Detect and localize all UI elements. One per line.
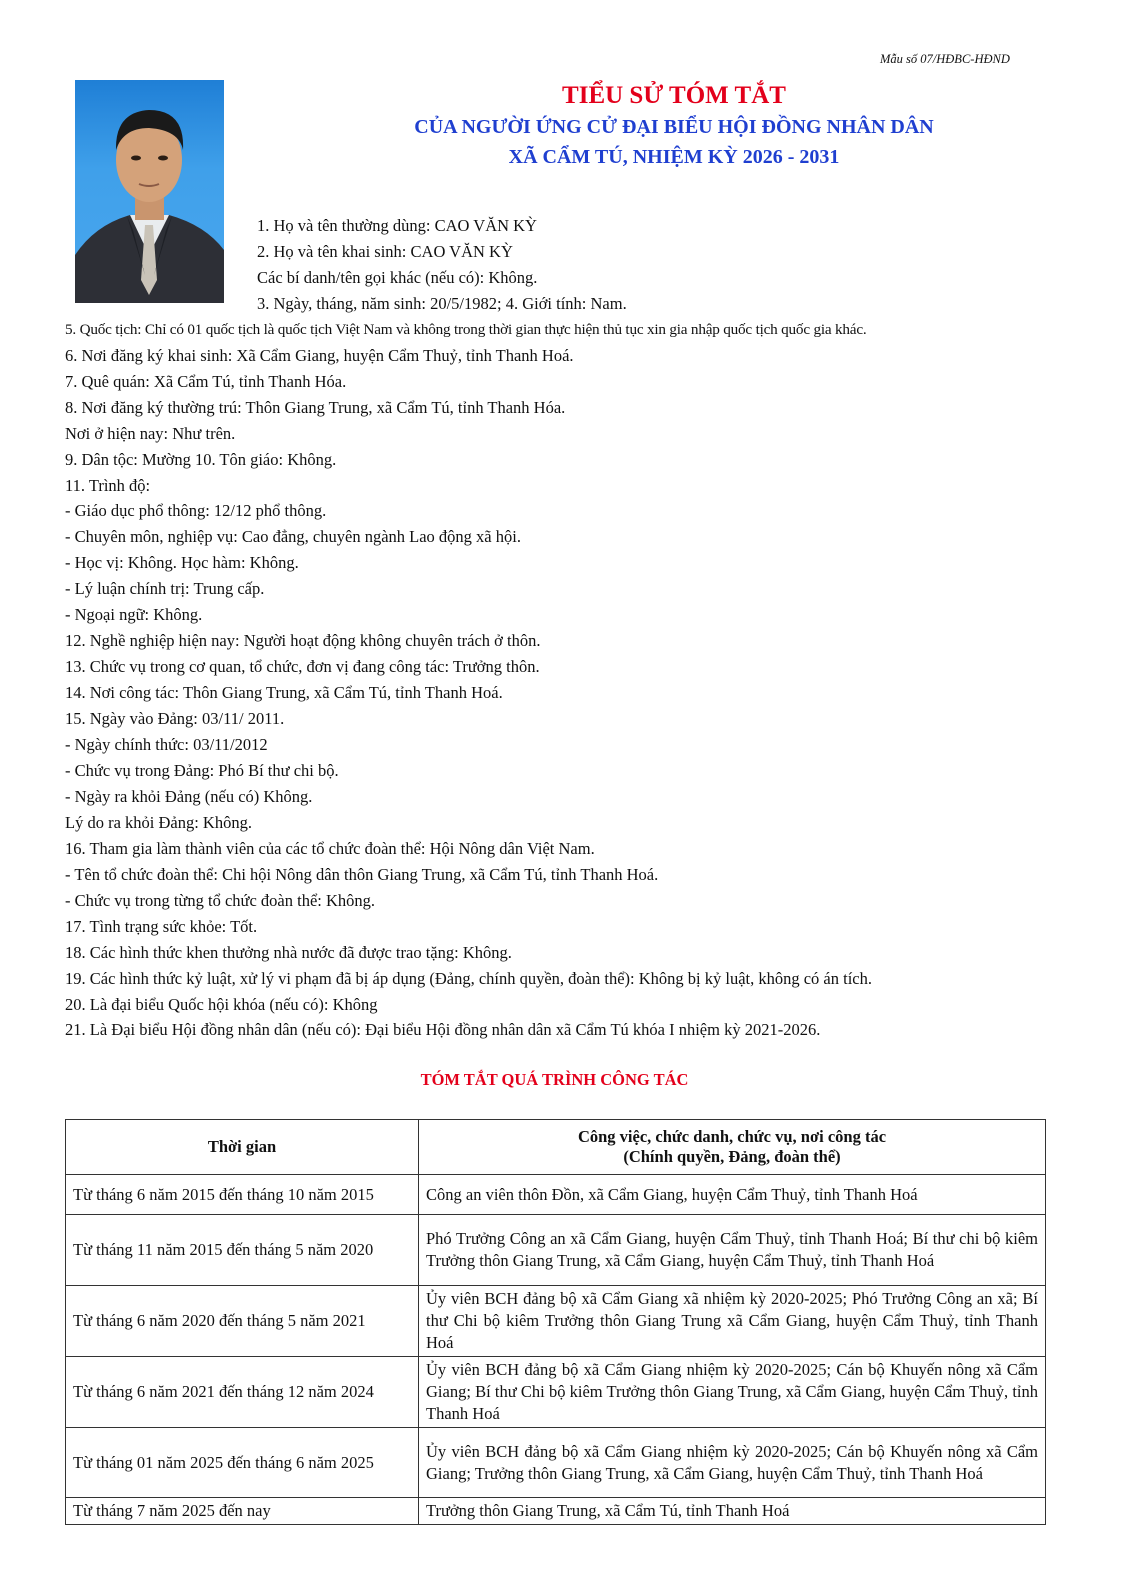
bio-line: - Chức vụ trong từng tổ chức đoàn thể: Không. xyxy=(65,890,376,910)
bio-line: - Tên tổ chức đoàn thể: Chi hội Nông dân thôn Giang Trung, xã Cẩm Tú, tỉnh Thanh Hoá. xyxy=(65,864,659,884)
table-row xyxy=(66,1428,1046,1498)
row-description: Ủy viên BCH đảng bộ xã Cẩm Giang nhiệm kỳ 2020-2025; Cán bộ Khuyến nông xã Cẩm Giang; Bí thư Chi bộ kiêm Trưởng thôn Giang Trung, xã Cẩm Giang, huyện Cẩm Thuỷ, tỉnh Thanh Hoá xyxy=(419,1357,1046,1428)
work-history-table xyxy=(65,1119,1046,1525)
bio-line: 2. Họ và tên khai sinh: CAO VĂN KỲ xyxy=(257,241,513,261)
table-row xyxy=(66,1498,1046,1525)
bio-line: 11. Trình độ: xyxy=(65,475,151,495)
row-time: Từ tháng 11 năm 2015 đến tháng 5 năm 2020 xyxy=(66,1215,419,1286)
bio-line: - Chức vụ trong Đảng: Phó Bí thư chi bộ. xyxy=(65,760,339,780)
header-description xyxy=(419,1120,1046,1175)
table-row xyxy=(66,1357,1046,1428)
bio-line: - Chuyên môn, nghiệp vụ: Cao đẳng, chuyên ngành Lao động xã hội. xyxy=(65,527,521,547)
row-time: Từ tháng 6 năm 2015 đến tháng 10 năm 2015 xyxy=(66,1175,419,1215)
header-description-line1: Công việc, chức danh, chức vụ, nơi công tác xyxy=(577,1127,887,1146)
bio-line: 19. Các hình thức kỷ luật, xử lý vi phạm đã bị áp dụng (Đảng, chính quyền, đoàn thể): Không bị kỷ luật, không có án tích. xyxy=(65,968,872,988)
row-time: Từ tháng 7 năm 2025 đến nay xyxy=(66,1498,419,1525)
bio-line: - Ngoại ngữ: Không. xyxy=(65,605,203,625)
bio-line: - Lý luận chính trị: Trung cấp. xyxy=(65,579,265,599)
bio-line: 21. Là Đại biểu Hội đồng nhân dân (nếu có): Đại biểu Hội đồng nhân dân xã Cẩm Tú khóa I nhiệm kỳ 2021-2026. xyxy=(65,1020,821,1040)
bio-line: - Ngày ra khỏi Đảng (nếu có) Không. xyxy=(65,786,313,806)
row-description: Ủy viên BCH đảng bộ xã Cẩm Giang nhiệm kỳ 2020-2025; Cán bộ Khuyến nông xã Cẩm Giang; Trưởng thôn Giang Trung, xã Cẩm Giang, huyện Cẩm Thuỷ, tỉnh Thanh Hoá xyxy=(419,1428,1046,1498)
document-subtitle: CỦA NGƯỜI ỨNG CỬ ĐẠI BIỂU HỘI ĐỒNG NHÂN DÂN xyxy=(414,116,934,138)
form-code: Mẫu số 07/HĐBC-HĐND xyxy=(880,52,1010,66)
row-time: Từ tháng 01 năm 2025 đến tháng 6 năm 2025 xyxy=(66,1428,419,1498)
document-subtitle-term: XÃ CẨM TÚ, NHIỆM KỲ 2026 - 2031 xyxy=(508,146,840,168)
bio-line: - Ngày chính thức: 03/11/2012 xyxy=(65,735,268,754)
bio-line: 12. Nghề nghiệp hiện nay: Người hoạt động không chuyên trách ở thôn. xyxy=(65,631,541,651)
bio-line: 18. Các hình thức khen thưởng nhà nước đã được trao tặng: Không. xyxy=(65,942,512,962)
bio-line: - Giáo dục phổ thông: 12/12 phổ thông. xyxy=(65,501,327,521)
bio-line: 9. Dân tộc: Mường 10. Tôn giáo: Không. xyxy=(65,449,337,469)
bio-line: 17. Tình trạng sức khỏe: Tốt. xyxy=(65,916,258,936)
document-title: TIỂU SỬ TÓM TẮT xyxy=(562,82,786,109)
table-row xyxy=(66,1215,1046,1286)
bio-line: 6. Nơi đăng ký khai sinh: Xã Cẩm Giang, huyện Cẩm Thuỷ, tỉnh Thanh Hoá. xyxy=(65,345,574,365)
bio-line: 13. Chức vụ trong cơ quan, tổ chức, đơn vị đang công tác: Trưởng thôn. xyxy=(65,657,540,677)
header-description-line2: (Chính quyền, Đảng, đoàn thể) xyxy=(623,1147,841,1166)
work-history-title: TÓM TẮT QUÁ TRÌNH CÔNG TÁC xyxy=(420,1070,689,1089)
bio-line: 5. Quốc tịch: Chỉ có 01 quốc tịch là quốc tịch Việt Nam và không trong thời gian thực hiện thủ tục xin gia nhập quốc tịch quốc gia khác. xyxy=(65,320,867,338)
table-row xyxy=(66,1175,1046,1215)
bio-line: 14. Nơi công tác: Thôn Giang Trung, xã Cẩm Tú, tỉnh Thanh Hoá. xyxy=(65,683,503,703)
bio-line: 7. Quê quán: Xã Cẩm Tú, tỉnh Thanh Hóa. xyxy=(65,371,347,391)
bio-line: Các bí danh/tên gọi khác (nếu có): Không. xyxy=(257,267,538,287)
portrait-illustration xyxy=(75,80,224,303)
row-description: Trưởng thôn Giang Trung, xã Cẩm Tú, tỉnh Thanh Hoá xyxy=(419,1498,1046,1525)
row-time: Từ tháng 6 năm 2020 đến tháng 5 năm 2021 xyxy=(66,1286,419,1357)
table-row xyxy=(66,1286,1046,1357)
bio-line: 1. Họ và tên thường dùng: CAO VĂN KỲ xyxy=(257,216,537,235)
row-description: Phó Trưởng Công an xã Cẩm Giang, huyện Cẩm Thuỷ, tỉnh Thanh Hoá; Bí thư chi bộ kiêm Trưởng thôn Giang Trung, xã Cẩm Giang, huyện Cẩm Thuỷ, tỉnh Thanh Hoá xyxy=(419,1215,1046,1286)
row-time: Từ tháng 6 năm 2021 đến tháng 12 năm 2024 xyxy=(66,1357,419,1428)
bio-line: - Học vị: Không. Học hàm: Không. xyxy=(65,553,299,573)
header-time: Thời gian xyxy=(66,1120,419,1175)
bio-line: 3. Ngày, tháng, năm sinh: 20/5/1982; 4. Giới tính: Nam. xyxy=(257,293,627,313)
portrait-photo xyxy=(75,80,224,303)
bio-line: 15. Ngày vào Đảng: 03/11/ 2011. xyxy=(65,709,285,729)
row-description: Công an viên thôn Đồn, xã Cẩm Giang, huyện Cẩm Thuỷ, tỉnh Thanh Hoá xyxy=(419,1175,1046,1215)
bio-line: Nơi ở hiện nay: Như trên. xyxy=(65,423,236,443)
bio-line: 8. Nơi đăng ký thường trú: Thôn Giang Trung, xã Cẩm Tú, tỉnh Thanh Hóa. xyxy=(65,397,566,417)
table-header-row xyxy=(66,1120,1046,1175)
bio-line: 16. Tham gia làm thành viên của các tổ chức đoàn thể: Hội Nông dân Việt Nam. xyxy=(65,838,595,858)
bio-line: Lý do ra khỏi Đảng: Không. xyxy=(65,812,252,832)
bio-line: 20. Là đại biểu Quốc hội khóa (nếu có): Không xyxy=(65,994,378,1014)
row-description: Ủy viên BCH đảng bộ xã Cẩm Giang xã nhiệm kỳ 2020-2025; Phó Trưởng Công an xã; Bí thư Chi bộ kiêm Trưởng thôn Giang Trung xã Cẩm Giang, huyện Cẩm Thuỷ, tỉnh Thanh Hoá xyxy=(419,1286,1046,1357)
